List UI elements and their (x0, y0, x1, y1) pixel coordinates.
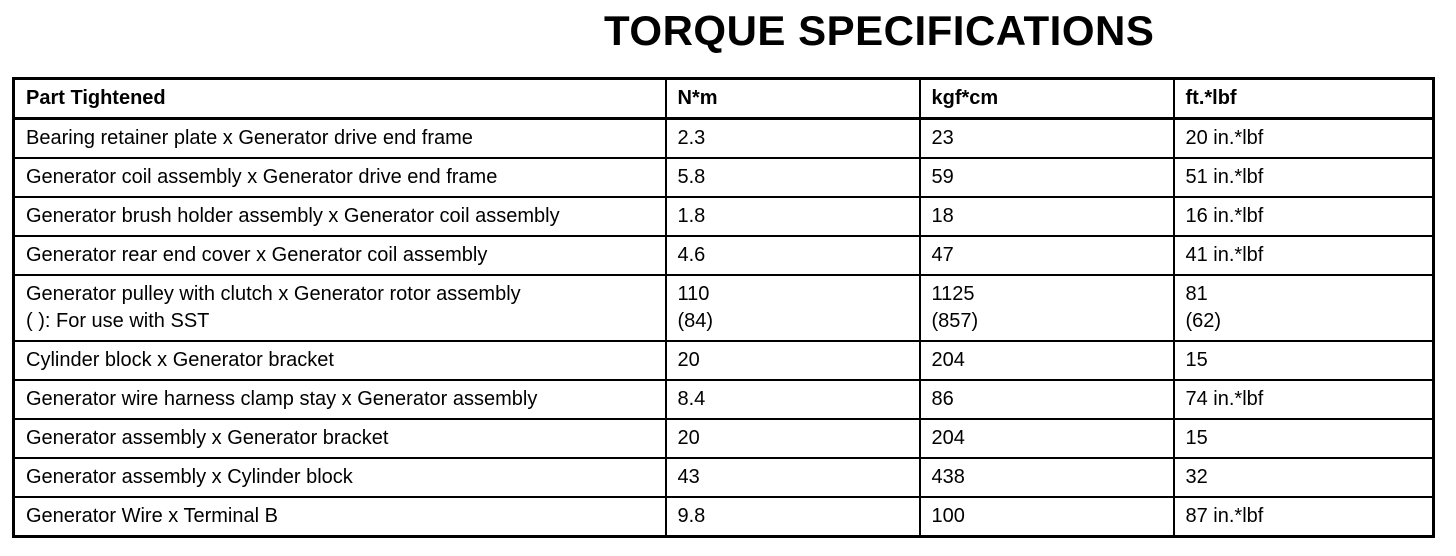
cell-nm (666, 275, 920, 341)
cell-ft-lbf-text: 32 (1185, 466, 1208, 488)
cell-nm-text: 43 (677, 466, 700, 488)
header-row (14, 79, 1434, 119)
cell-part-tightened (14, 236, 666, 275)
cell-kgf-cm-text: 86 (931, 388, 954, 410)
cell-ft-lbf-text: 51 in.*lbf (1185, 166, 1264, 188)
cell-kgf-cm-text: 59 (931, 166, 954, 188)
cell-ft-lbf-text: 81 (1185, 283, 1208, 305)
cell-kgf-cm (920, 158, 1174, 197)
table-row (14, 158, 1434, 197)
cell-kgf-cm-text: 438 (931, 466, 965, 488)
table-row (14, 458, 1434, 497)
cell-nm (666, 458, 920, 497)
cell-part-tightened (14, 197, 666, 236)
cell-nm (666, 380, 920, 419)
cell-kgf-cm (920, 341, 1174, 380)
cell-nm (666, 197, 920, 236)
cell-kgf-cm-text: 18 (931, 205, 954, 227)
cell-kgf-cm (920, 197, 1174, 236)
cell-kgf-cm-text: 1125 (931, 283, 975, 305)
table-row (14, 419, 1434, 458)
cell-ft-lbf-text: (62) (1185, 310, 1222, 332)
header-kgf-cm: kgf*cm (920, 79, 1174, 119)
cell-part-tightened (14, 458, 666, 497)
cell-nm-text: 20 (677, 427, 700, 449)
cell-nm-text: 2.3 (677, 127, 706, 149)
table-row (14, 236, 1434, 275)
cell-kgf-cm-text: 204 (931, 349, 965, 371)
cell-kgf-cm (920, 236, 1174, 275)
cell-ft-lbf-text: 41 in.*lbf (1185, 244, 1264, 266)
cell-part-tightened-text: Generator assembly x Cylinder block (26, 466, 353, 488)
cell-ft-lbf (1174, 236, 1434, 275)
cell-part-tightened (14, 275, 666, 341)
header-nm: N*m (666, 79, 920, 119)
cell-part-tightened-text: Generator brush holder assembly x Generator coil assembly (26, 205, 560, 227)
cell-part-tightened-text: Generator assembly x Generator bracket (26, 427, 389, 449)
cell-nm (666, 341, 920, 380)
cell-ft-lbf (1174, 158, 1434, 197)
table-row (14, 341, 1434, 380)
cell-part-tightened-text: Generator coil assembly x Generator drive end frame (26, 166, 498, 188)
cell-kgf-cm (920, 458, 1174, 497)
cell-nm-text: 110 (677, 283, 710, 305)
cell-nm (666, 236, 920, 275)
cell-ft-lbf (1174, 197, 1434, 236)
cell-part-tightened-text: Bearing retainer plate x Generator drive end frame (26, 127, 473, 149)
cell-part-tightened-text: Generator rear end cover x Generator coil assembly (26, 244, 488, 266)
cell-ft-lbf-text: 87 in.*lbf (1185, 505, 1264, 527)
cell-nm-text: 20 (677, 349, 700, 371)
cell-kgf-cm (920, 497, 1174, 537)
cell-ft-lbf-text: 74 in.*lbf (1185, 388, 1264, 410)
cell-nm (666, 119, 920, 159)
cell-nm-text: 4.6 (677, 244, 706, 266)
cell-kgf-cm (920, 275, 1174, 341)
cell-part-tightened (14, 341, 666, 380)
header-part-tightened: Part Tightened (14, 79, 666, 119)
cell-ft-lbf (1174, 419, 1434, 458)
cell-kgf-cm (920, 119, 1174, 159)
cell-part-tightened (14, 419, 666, 458)
cell-ft-lbf-text: 16 in.*lbf (1185, 205, 1264, 227)
cell-kgf-cm (920, 380, 1174, 419)
cell-nm (666, 497, 920, 537)
cell-part-tightened-text: Cylinder block x Generator bracket (26, 349, 334, 371)
torque-spec-table (12, 77, 1435, 538)
page-title: TORQUE SPECIFICATIONS (604, 7, 1155, 54)
cell-nm-text: 5.8 (677, 166, 706, 188)
cell-part-tightened-text: Generator wire harness clamp stay x Generator assembly (26, 388, 538, 410)
table-header (14, 79, 1434, 119)
cell-part-tightened (14, 158, 666, 197)
cell-nm-text: 9.8 (677, 505, 706, 527)
table-row (14, 275, 1434, 341)
cell-ft-lbf-text: 15 (1185, 427, 1208, 449)
cell-ft-lbf (1174, 497, 1434, 537)
cell-ft-lbf (1174, 275, 1434, 341)
cell-part-tightened-text: Generator pulley with clutch x Generator rotor assembly (26, 283, 521, 305)
cell-ft-lbf (1174, 119, 1434, 159)
cell-part-tightened-text: Generator Wire x Terminal B (26, 505, 278, 527)
table-body (14, 119, 1434, 537)
cell-part-tightened-text: ( ): For use with SST (26, 310, 210, 332)
cell-nm-text: 1.8 (677, 205, 706, 227)
cell-ft-lbf (1174, 341, 1434, 380)
cell-kgf-cm-text: 204 (931, 427, 965, 449)
cell-kgf-cm-text: (857) (931, 310, 979, 332)
cell-ft-lbf-text: 15 (1185, 349, 1208, 371)
cell-ft-lbf (1174, 380, 1434, 419)
cell-part-tightened (14, 380, 666, 419)
cell-kgf-cm-text: 47 (931, 244, 954, 266)
cell-nm (666, 419, 920, 458)
cell-nm-text: (84) (677, 310, 714, 332)
table-row (14, 197, 1434, 236)
cell-kgf-cm-text: 23 (931, 127, 954, 149)
cell-part-tightened (14, 119, 666, 159)
cell-nm (666, 158, 920, 197)
cell-ft-lbf-text: 20 in.*lbf (1185, 127, 1264, 149)
cell-nm-text: 8.4 (677, 388, 706, 410)
table-row (14, 380, 1434, 419)
cell-ft-lbf (1174, 458, 1434, 497)
cell-kgf-cm (920, 419, 1174, 458)
header-ft-lbf: ft.*lbf (1174, 79, 1434, 119)
cell-part-tightened (14, 497, 666, 537)
table-row (14, 497, 1434, 537)
cell-kgf-cm-text: 100 (931, 505, 965, 527)
table-row (14, 119, 1434, 159)
